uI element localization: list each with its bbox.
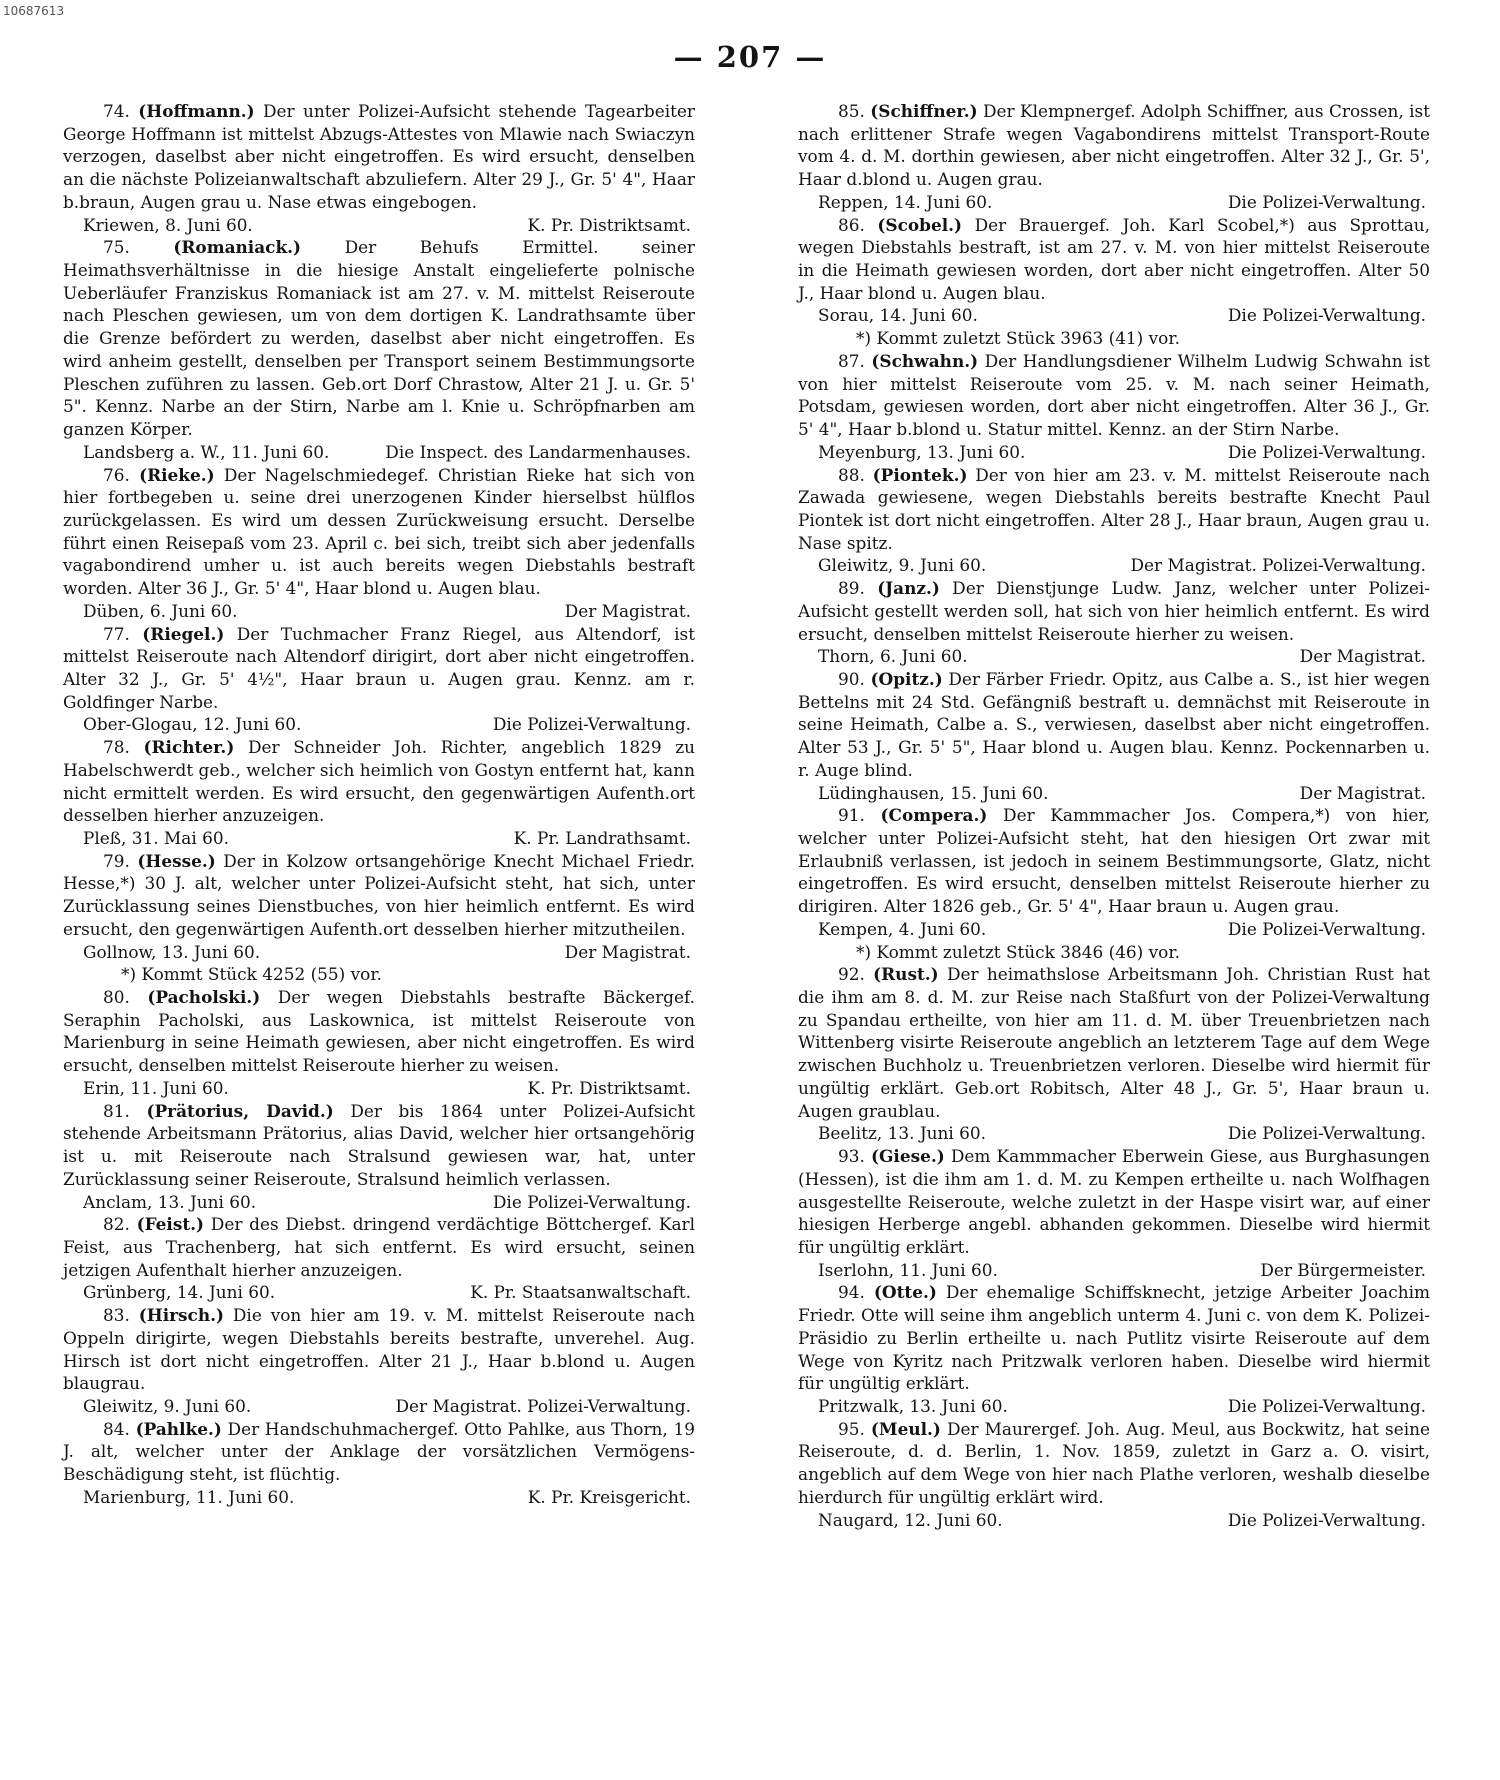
notice-entry [63,100,695,236]
notice-signature [798,441,1430,464]
notice-authority: K. Pr. Landrathsamt. [513,828,691,848]
notice-signature [798,191,1430,214]
notice-place-date: Gollnow, 13. Juni 60. [83,941,261,962]
notice-number: 78. [103,737,130,758]
notice-name: (Schwahn.) [871,350,979,371]
notice-place-date: Anclam, 13. Juni 60. [83,1191,257,1212]
notice-number: 74. [103,101,130,121]
notice-entry [798,350,1430,464]
notice-name: (Giese.) [871,1146,945,1167]
notice-body [63,1304,695,1395]
notice-place-date: Ober-Glogau, 12. Juni 60. [83,714,302,735]
notice-entry [63,623,695,737]
notice-authority: K. Pr. Kreisgericht. [527,1486,691,1507]
notice-entry [63,1304,695,1418]
notice-entry [63,1100,695,1214]
notice-name: (Meul.) [870,1418,941,1439]
notice-place-date: Meyenburg, 13. Juni 60. [818,441,1026,462]
notice-signature [63,600,695,623]
notice-text: Dem Kammmacher Eberwein Giese, aus Burghasungen (Hessen), ist die ihm am 1. d. M. zu Kempen ertheilte u. nach Wolfhagen ausgestellte Reiseroute, welche zuletzt in der Haspe visirt war, auf einer hiesigen Herberge angebl. abhanden gekommen. Dieselbe wird hiermit für ungültig erklärt. [798,1146,1431,1257]
notice-authority: Die Polizei-Verwaltung. [492,714,691,735]
notice-text: Die von hier am 19. v. M. mittelst Reiseroute nach Oppeln dirigirte, wegen Diebstahls bereits bestrafte, unverehel. Aug. Hirsch ist dort nicht eingetroffen. Alter 21 J., Haar b.blond u. Augen blaugrau. [63,1305,696,1394]
notice-authority: Die Polizei-Verwaltung. [1227,1509,1426,1530]
notice-text: Der Klempnergef. Adolph Schiffner, aus Crossen, ist nach erlittener Strafe wegen Vagabondirens mittelst Transport-Route vom 4. d. M. dorthin gewiesen, aber nicht eingetroffen. Alter 32 J., Gr. 5', Haar d.blond u. Augen grau. [798,101,1430,190]
notice-name: (Romaniack.) [173,237,302,258]
notice-text: Der wegen Diebstahls bestrafte Bäckergef. Seraphin Pacholski, aus Laskownica, ist mittelst Reiseroute von Marienburg in seine Heimath gewiesen, aber nicht eingetroffen. Es wird ersucht, denselben mittelst Reiseroute hierher zu weisen. [63,987,695,1076]
notice-place-date: Grünberg, 14. Juni 60. [83,1282,276,1303]
notice-name: (Rust.) [873,964,939,985]
notice-entry [798,1281,1430,1417]
notice-body [798,804,1430,918]
notice-place-date: Pleß, 31. Mai 60. [83,828,230,848]
notice-signature [798,1122,1430,1145]
notice-place-date: Kempen, 4. Juni 60. [818,918,987,939]
notice-name: (Scobel.) [877,214,963,235]
notice-number: 92. [838,964,865,985]
notice-entry [798,464,1430,578]
notice-name: (Hesse.) [137,850,216,871]
notice-body [63,986,695,1077]
notice-number: 83. [103,1305,130,1326]
notice-signature [798,554,1430,577]
notice-text: Der Dienstjunge Ludw. Janz, welcher unter Polizei-Aufsicht gestellt werden soll, hat sich von hier heimlich entfernt. Es wird ersucht, denselben mittelst Reiseroute hierher zu weisen. [798,578,1430,644]
notice-place-date: Sorau, 14. Juni 60. [818,305,978,326]
notice-name: (Hirsch.) [138,1305,224,1326]
notice-signature [63,713,695,736]
notice-signature [63,827,695,850]
notice-text: Der des Diebst. dringend verdächtige Böttchergef. Karl Feist, aus Trachenberg, hat sich entfernt. Es wird ersucht, seinen jetzigen Aufenthalt hierher anzuzeigen. [63,1214,695,1280]
notice-footnote: *) Kommt Stück 4252 (55) vor. [121,964,382,985]
notice-authority: Die Polizei-Verwaltung. [1227,191,1426,212]
notice-signature [63,1395,695,1418]
notice-footnote: *) Kommt zuletzt Stück 3846 (46) vor. [856,941,1180,962]
notice-signature [798,782,1430,805]
notice-authority: Die Polizei-Verwaltung. [492,1191,691,1212]
notice-place-date: Thorn, 6. Juni 60. [818,646,968,667]
notice-number: 80. [103,987,130,1008]
notice-text: Der Tuchmacher Franz Riegel, aus Altendorf, ist mittelst Reiseroute nach Altendorf dirigirt, dort aber nicht eingetroffen. Alter 32 J., Gr. 5' 4½", Haar braun u. Augen grau. Kennz. am r. Goldfinger Narbe. [63,623,695,712]
notice-authority: Der Magistrat. [1299,782,1426,803]
notice-text: Der Schneider Joh. Richter, angeblich 1829 zu Habelschwerdt geb., welcher sich heimlich von Gostyn entfernt hat, kann nicht ermittelt werden. Es wird ersucht, den gegenwärtigen Aufenth.ort desselben hierher anzuzeigen. [63,737,696,826]
notice-number: 81. [103,1100,130,1121]
notice-authority: Der Magistrat. [564,600,691,621]
notice-body [798,464,1430,555]
notice-entry [63,464,695,623]
notice-name: (Pacholski.) [147,987,261,1008]
notice-body [798,214,1430,305]
notice-signature [798,918,1430,941]
notice-number: 93. [838,1146,865,1167]
notice-entry [798,1145,1430,1281]
notice-text: Der Behufs Ermittel. seiner Heimathsverhältnisse in die hiesige Anstalt eingelieferte polnische Ueberläufer Franziskus Romaniack ist am 27. v. M. mittelst Reiseroute nach Pleschen gewiesen, um von dem dortigen K. Landrathsamte über die Grenze befördert zu werden, daselbst aber nicht eingetroffen. Es wird anheim gestellt, denselben per Transport seinem Bestimmungsorte Pleschen zuführen zu lassen. Geb.ort Dorf Chrastow, Alter 21 J. u. Gr. 5' 5". Kennz. Narbe an der Stirn, Narbe am l. Knie u. Schröpfnarben am ganzen Körper. [63,237,696,440]
notice-signature [63,1486,695,1509]
notice-text: Der Maurergef. Joh. Aug. Meul, aus Bockwitz, hat seine Reiseroute, d. d. Berlin, 1. Nov. 1859, zuletzt in Garz a. O. visirt, angeblich auf dem Wege von hier nach Plathe verloren, weshalb dieselbe hierdurch für ungültig erklärt wird. [798,1418,1430,1507]
notice-authority: K. Pr. Distriktsamt. [527,214,691,235]
notice-body [798,350,1430,441]
notice-name: (Otte.) [873,1282,937,1303]
notice-body [63,100,695,214]
notice-place-date: Düben, 6. Juni 60. [83,600,238,621]
notice-entry [798,963,1430,1145]
notice-text: Der bis 1864 unter Polizei-Aufsicht stehende Arbeitsmann Prätorius, alias David, welcher hier ortsangehörig ist u. mit Reiseroute nach Stralsund gewiesen war, hat, unter Zurücklassung seiner Reiseroute, Stralsund heimlich verlassen. [63,1100,695,1189]
notice-authority: Der Bürgermeister. [1260,1259,1426,1280]
notice-body [63,623,695,714]
notice-number: 89. [838,578,865,599]
notice-text: Der Kammmacher Jos. Compera,*) von hier, welcher unter Polizei-Aufsicht steht, hat den hiesigen Ort zwar mit Erlaubniß verlassen, ist jedoch in seinem Bestimmungsorte, Glatz, nicht eingetroffen. Es wird ersucht, denselben mittelst Reiseroute hierher zu dirigiren. Alter 1826 geb., Gr. 5' 4", Haar braun u. Augen grau. [798,805,1430,917]
notice-text: Der heimathslose Arbeitsmann Joh. Christian Rust hat die ihm am 8. d. M. zur Reise nach Staßfurt von der Polizei-Verwaltung zu Spandau ertheilte, von hier am 11. d. M. über Treuenbrietzen nach Wittenberg visirte Reiseroute angeblich an letzterem Tage auf dem Wege zwischen Buchholz u. Treuenbrietzen verloren. Dieselbe wird hiermit für ungültig erklärt. Geb.ort Robitsch, Alter 48 J., Gr. 5', Haar braun u. Augen graublau. [798,964,1430,1121]
notice-number: 85. [838,101,865,121]
notice-entry [798,1418,1430,1532]
notice-signature [63,941,695,964]
notice-authority: K. Pr. Distriktsamt. [527,1077,691,1098]
notice-entry [798,100,1430,214]
notice-number: 84. [103,1418,130,1439]
notice-text: Der unter Polizei-Aufsicht stehende Tagearbeiter George Hoffmann ist mittelst Abzugs-Attestes von Mlawie nach Swiaczyn verzogen, daselbst aber nicht eingetroffen. Es wird ersucht, denselben an die nächste Polizeianwaltschaft abzuliefern. Alter 29 J., Gr. 5' 4", Haar b.braun, Augen grau u. Nase etwas eingebogen. [63,101,695,212]
notice-place-date: Lüdinghausen, 15. Juni 60. [818,782,1049,803]
notice-authority: Die Polizei-Verwaltung. [1227,1123,1426,1144]
notice-signature [63,441,695,464]
notice-name: (Richter.) [143,737,235,758]
notice-place-date: Iserlohn, 11. Juni 60. [818,1259,998,1280]
notice-place-date: Kriewen, 8. Juni 60. [83,214,253,235]
notice-number: 95. [838,1418,865,1439]
notice-entry [798,214,1430,350]
notice-name: (Pahlke.) [135,1418,222,1439]
notice-authority: Der Magistrat. Polizei-Verwaltung. [395,1395,691,1416]
notice-place-date: Pritzwalk, 13. Juni 60. [818,1395,1008,1416]
notice-entry [63,736,695,850]
notice-number: 87. [838,350,865,371]
notice-entry [63,986,695,1100]
notice-authority: Die Polizei-Verwaltung. [1227,441,1426,462]
page-number: — 207 — [673,40,827,74]
notice-name: (Piontek.) [872,464,968,485]
notice-entry [63,850,695,986]
notice-place-date: Marienburg, 11. Juni 60. [83,1486,295,1507]
notice-body [798,577,1430,645]
notice-text: Der Färber Friedr. Opitz, aus Calbe a. S., ist hier wegen Bettelns mit 24 Std. Gefängniß bestraft u. demnächst mit Reiseroute in seine Heimath, Calbe a. S., verwiesen, daselbst aber nicht eingetroffen. Alter 53 J., Gr. 5' 5", Haar blond u. Augen blau. Kennz. Pockennarben u. r. Auge blind. [798,668,1430,780]
notice-signature [63,1077,695,1100]
notice-signature [63,1281,695,1304]
notice-place-date: Reppen, 14. Juni 60. [818,191,993,212]
notice-body [63,850,695,941]
notice-entry [798,577,1430,668]
notice-body [63,1213,695,1281]
notice-place-date: Gleiwitz, 9. Juni 60. [818,555,987,576]
notice-number: 90. [838,668,865,689]
notice-number: 79. [103,850,130,871]
notice-body [63,236,695,440]
notice-text: Der Brauergef. Joh. Karl Scobel,*) aus Sprottau, wegen Diebstahls bestraft, ist am 27. v. M. von hier mittelst Reiseroute in die Heimath gewiesen worden, dort aber nicht eingetroffen. Alter 50 J., Haar blond u. Augen blau. [798,214,1431,303]
notice-place-date: Landsberg a. W., 11. Juni 60. [83,441,330,462]
notice-authority: Die Inspect. des Landarmenhauses. [385,441,691,462]
notice-text: Der von hier am 23. v. M. mittelst Reiseroute nach Zawada gewiesene, wegen Diebstahls bereits bestrafte Knecht Paul Piontek ist dort nicht eingetroffen. Alter 28 J., Haar braun, Augen grau u. Nase spitz. [798,464,1431,553]
notice-name: (Opitz.) [870,668,943,689]
notice-body [798,1145,1430,1259]
notice-footnote: *) Kommt zuletzt Stück 3963 (41) vor. [856,328,1180,349]
notice-text: Der in Kolzow ortsangehörige Knecht Michael Friedr. Hesse,*) 30 J. alt, welcher unter Polizei-Aufsicht steht, hat sich, unter Zurücklassung seines Dienstbuches, von hier heimlich entfernt. Es wird ersucht, den gegenwärtigen Aufenth.ort desselben hierher mitzutheilen. [63,850,695,939]
notice-body [798,1418,1430,1509]
notice-text: Der ehemalige Schiffsknecht, jetzige Arbeiter Joachim Friedr. Otte will seine ihm angeblich unterm 4. Juni c. von dem K. Polizei-Präsidio zu Berlin ertheilte u. nach Putlitz visirte Reiseroute auf dem Wege von Kyritz nach Pritzwalk verloren haben. Dieselbe wird hiermit für ungültig erklärt. [798,1282,1430,1394]
notice-text: Der Handschuhmachergef. Otto Pahlke, aus Thorn, 19 J. alt, welcher unter der Anklage der vorsätzlichen Vermögens-Beschädigung steht, ist flüchtig. [63,1418,695,1485]
notice-name: (Schiffner.) [870,101,978,121]
notice-number: 94. [838,1282,865,1303]
notice-authority: Die Polizei-Verwaltung. [1227,918,1426,939]
notice-body [798,100,1430,191]
notice-place-date: Naugard, 12. Juni 60. [818,1509,1003,1530]
notice-signature [798,645,1430,668]
notice-name: (Rieke.) [139,464,215,485]
notice-place-date: Erin, 11. Juni 60. [83,1077,229,1098]
notice-authority: Der Magistrat. [564,941,691,962]
notice-authority: Die Polizei-Verwaltung. [1227,1395,1426,1416]
notice-authority: K. Pr. Staatsanwaltschaft. [470,1282,691,1303]
notice-signature [798,304,1430,327]
notice-signature [798,1509,1430,1532]
notice-name: (Janz.) [877,578,940,599]
left-column [63,100,695,1509]
notice-authority: Der Magistrat. [1299,646,1426,667]
notice-name: (Feist.) [136,1214,205,1235]
notice-entry [798,804,1430,963]
notice-number: 86. [838,214,865,235]
notice-place-date: Beelitz, 13. Juni 60. [818,1123,987,1144]
notice-entry [63,1213,695,1304]
notice-signature [798,1395,1430,1418]
notice-signature [798,1259,1430,1282]
notice-number: 88. [838,464,865,485]
notice-entry [798,668,1430,804]
notice-text: Der Handlungsdiener Wilhelm Ludwig Schwahn ist von hier mittelst Reiseroute vom 25. v. M. nach seiner Heimath, Potsdam, gewiesen worden, dort aber nicht eingetroffen. Alter 36 J., Gr. 5' 4", Haar b.blond u. Statur mittel. Kennz. an der Stirn Narbe. [798,350,1431,440]
notice-signature [63,214,695,237]
page-id: 10687613 [3,4,65,18]
notice-number: 91. [838,805,865,826]
notice-body [798,1281,1430,1395]
notice-place-date: Gleiwitz, 9. Juni 60. [83,1395,252,1416]
notice-name: (Compera.) [880,805,988,826]
notice-number: 76. [103,464,130,485]
notice-body [798,963,1430,1122]
notice-body [63,1418,695,1486]
notice-authority: Die Polizei-Verwaltung. [1227,305,1426,326]
notice-authority: Der Magistrat. Polizei-Verwaltung. [1130,555,1426,576]
notice-number: 82. [103,1214,130,1235]
notice-body [63,1100,695,1191]
notice-body [63,464,695,600]
notice-name: (Prätorius, David.) [146,1100,334,1121]
notice-name: (Hoffmann.) [138,101,255,121]
notice-entry [63,236,695,463]
notice-body [63,736,695,827]
notice-name: (Riegel.) [142,623,225,644]
notice-entry [63,1418,695,1509]
notice-number: 77. [103,623,130,644]
notice-signature [63,1191,695,1214]
notice-body [798,668,1430,782]
notice-number: 75. [103,237,130,258]
notice-text: Der Nagelschmiedegef. Christian Rieke hat sich von hier fortbegeben u. seine drei unerzogenen Kinder hierselbst hülflos zurückgelassen. Es wird um dessen Zurückweisung ersucht. Derselbe führt einen Reisepaß vom 23. April c. bei sich, treibt sich aber jedenfalls vagabondirend umher u. ist auch bereits wegen Diebstahls bestraft worden. Alter 36 J., Gr. 5' 4", Haar blond u. Augen blau. [63,464,695,599]
right-column [798,100,1430,1531]
